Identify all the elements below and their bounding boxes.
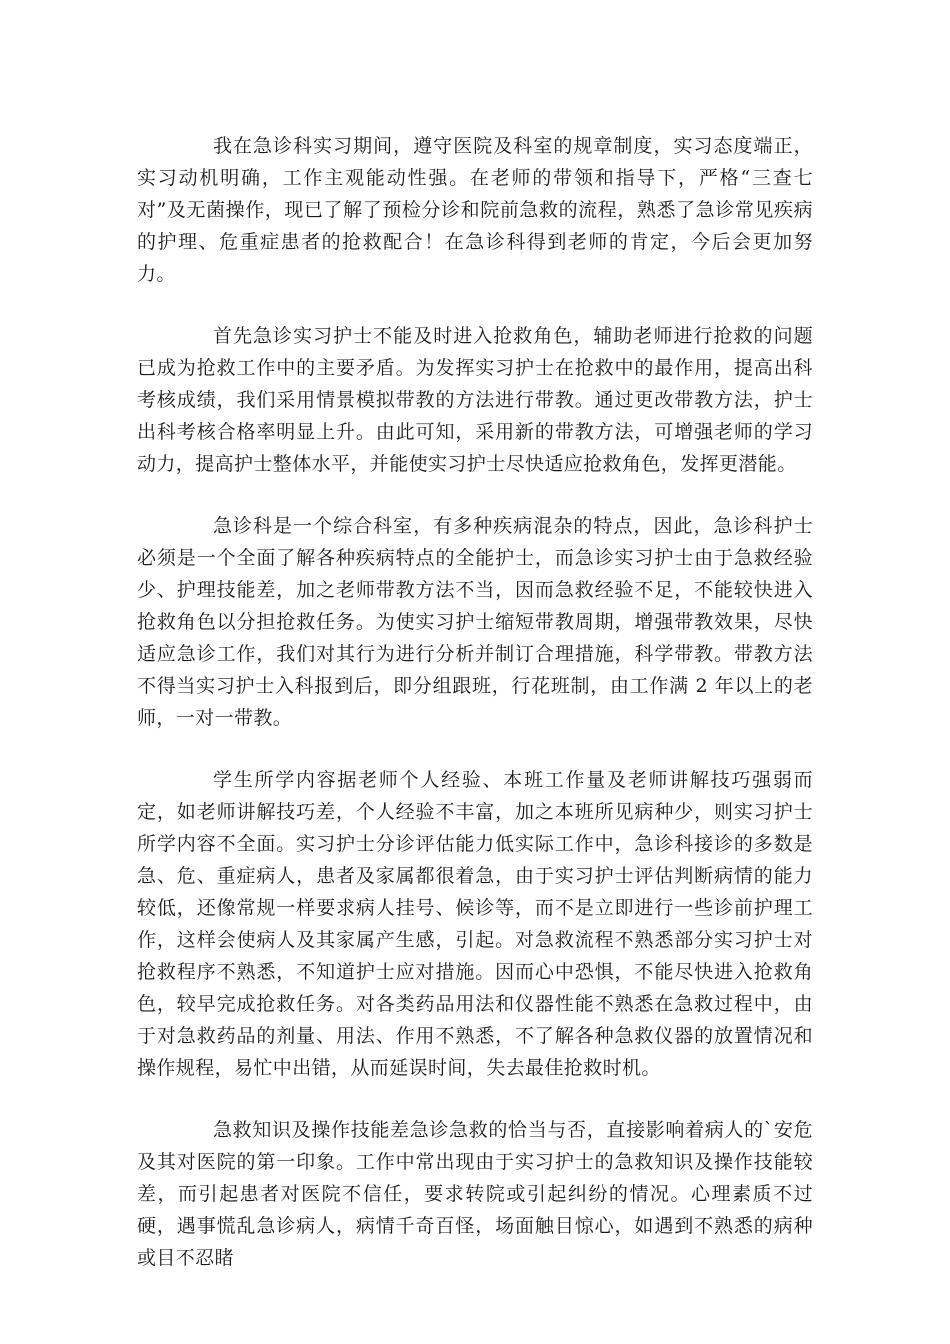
paragraph-5: 急救知识及操作技能差急诊急救的恰当与否，直接影响着病人的`安危及其对医院的第一印象。工作中常出现由于实习护士的急救知识及操作技能较差，而引起患者对医院不信任，要求转院或引起纠纷的情况。心理素质不过硬，遇事慌乱急诊病人，病情千奇百怪，场面触目惊心，如遇到不熟悉的病种或目不忍睹 [137, 1119, 813, 1269]
document-body [137, 130, 813, 1274]
paragraph-1: 我在急诊科实习期间，遵守医院及科室的规章制度，实习态度端正，实习动机明确，工作主观能动性强。在老师的带领和指导下，严格“三查七对”及无菌操作，现已了解了预检分诊和院前急救的流程，熟悉了急诊常见疾病的护理、危重症患者的抢救配合！在急诊科得到老师的肯定，今后会更加努力。 [137, 135, 813, 285]
paragraph-3: 急诊科是一个综合科室，有多种疾病混杂的特点，因此，急诊科护士必须是一个全面了解各种疾病特点的全能护士，而急诊实习护士由于急救经验少、护理技能差，加之老师带教方法不当，因而急救经验不足，不能较快进入抢救角色以分担抢救任务。为使实习护士缩短带教周期，增强带教效果，尽快适应急诊工作，我们对其行为进行分析并制订合理措施，科学带教。带教方法不得当实习护士入科报到后，即分组跟班，行花班制，由工作满 2 年以上的老师，一对一带教。 [137, 515, 813, 729]
paragraph-4: 学生所学内容据老师个人经验、本班工作量及老师讲解技巧强弱而定，如老师讲解技巧差，个人经验不丰富，加之本班所见病种少，则实习护士所学内容不全面。实习护士分诊评估能力低实际工作中，急诊科接诊的多数是急、危、重症病人，患者及家属都很着急，由于实习护士评估判断病情的能力较低，还像常规一样要求病人挂号、候诊等，而不是立即进行一些诊前护理工作，这样会使病人及其家属产生感，引起。对急救流程不熟悉部分实习护士对抢救程序不熟悉，不知道护士应对措施。因而心中恐惧，不能尽快进入抢救角色，较早完成抢救任务。对各类药品用法和仪器性能不熟悉在急救过程中，由于对急救药品的剂量、用法、作用不熟悉，不了解各种急救仪器的放置情况和操作规程，易忙中出错，从而延误时间，失去最佳抢救时机。 [137, 769, 813, 1079]
paragraph-2: 首先急诊实习护士不能及时进入抢救角色，辅助老师进行抢救的问题已成为抢救工作中的主要矛盾。为发挥实习护士在抢救中的最作用，提高出科考核成绩，我们采用情景模拟带教的方法进行带教。通过更改带教方法，护士出科考核合格率明显上升。由此可知，采用新的带教方法，可增强老师的学习动力，提高护士整体水平，并能使实习护士尽快适应抢救角色，发挥更潜能。 [137, 325, 813, 475]
